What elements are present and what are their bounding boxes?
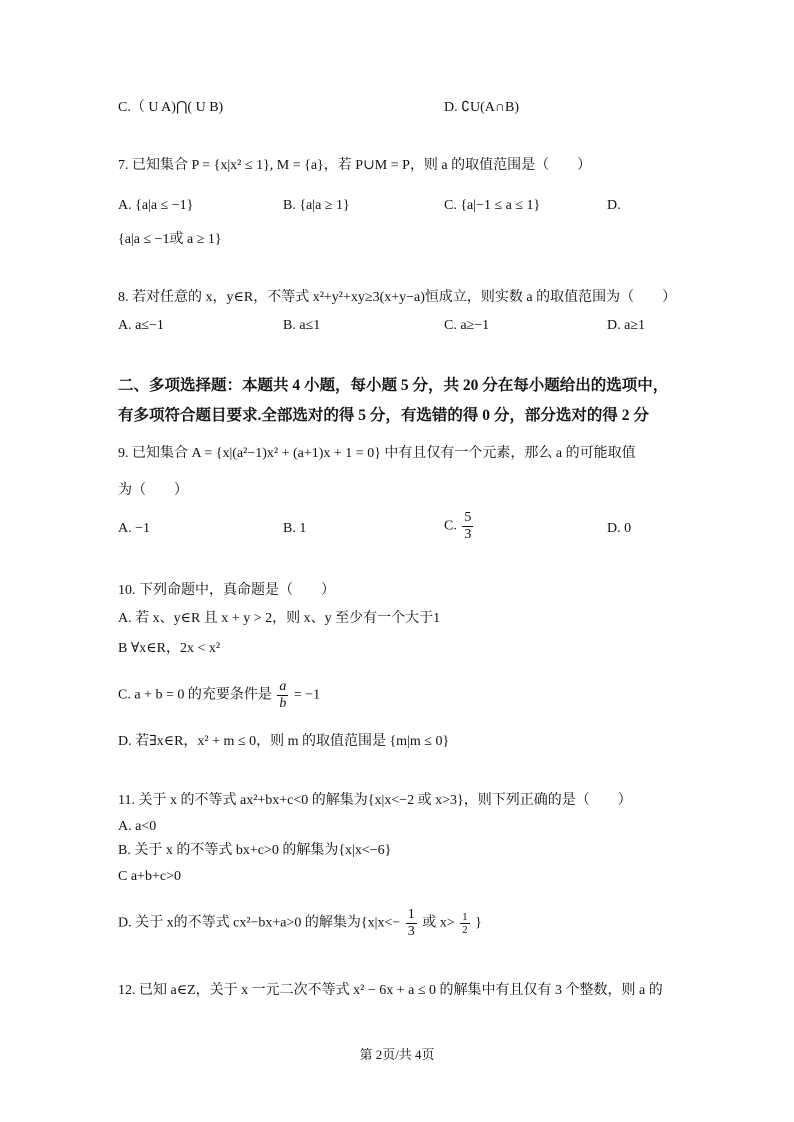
- page-footer: 第 2页/共 4页: [359, 1047, 435, 1062]
- fraction-numerator: 1: [462, 911, 468, 923]
- question-8-stem: 8. 若对任意的 x，y∈R，不等式 x²+y²+xy≥3(x+y−a)恒成立，则实数 a 的取值范围为（ ）: [118, 290, 677, 305]
- q7-option-d-content: {a|a ≤ −1或 a ≥ 1}: [118, 232, 222, 247]
- q10-option-c-tail: = −1: [293, 687, 321, 703]
- q11-option-d-mid: 或 x>: [422, 915, 455, 931]
- q7-option-d: D.: [607, 198, 621, 213]
- q11-option-c: C a+b+c>0: [118, 869, 181, 884]
- section-2-heading-line-1: 二、多项选择题：本题共 4 小题，每小题 5 分，共 20 分在每小题给出的选项中，: [118, 377, 669, 394]
- fraction-numerator: a: [279, 679, 287, 694]
- q11-option-d: [118, 907, 482, 940]
- question-12-stem: 12. 已知 a∈Z，关于 x 一元二次不等式 x² − 6x + a ≤ 0 的解集中有且仅有 3 个整数，则 a 的: [118, 983, 663, 998]
- fraction-denominator: 2: [462, 924, 468, 936]
- q11-option-d-fraction-1: [406, 907, 417, 940]
- q10-option-d: D. 若∃x∈R，x² + m ≤ 0，则 m 的取值范围是 {m|m ≤ 0}: [118, 734, 450, 749]
- q10-option-c-text: C. a + b = 0 的充要条件是: [118, 687, 272, 703]
- q7-option-b: B. {a|a ≥ 1}: [283, 198, 350, 213]
- q8-option-c: C. a≥−1: [444, 318, 490, 333]
- question-10-stem: 10. 下列命题中，真命题是（ ）: [118, 583, 335, 598]
- q9-option-c-label: C.: [444, 518, 457, 534]
- q10-option-c: [118, 679, 320, 712]
- q9-option-c: [444, 510, 475, 543]
- q11-option-d-tail: }: [475, 915, 482, 931]
- fraction-denominator: 3: [464, 527, 472, 542]
- top-option-d: D. ∁U(A∩B): [444, 100, 520, 115]
- q8-option-a: A. a≤−1: [118, 318, 164, 333]
- fraction-numerator: 1: [407, 907, 415, 922]
- q11-option-d-fraction-2: [460, 911, 470, 936]
- question-7-stem: 7. 已知集合 P = {x|x² ≤ 1}, M = {a}，若 P∪M = P，则 a 的取值范围是（ ）: [118, 158, 592, 173]
- q8-option-d: D. a≥1: [607, 318, 646, 333]
- fraction-denominator: 3: [407, 924, 415, 939]
- q8-option-b: B. a≤1: [283, 318, 321, 333]
- q10-option-b: B ∀x∈R，2x < x²: [118, 641, 221, 656]
- q9-option-b: B. 1: [283, 521, 307, 536]
- section-2-heading-line-2: 有多项符合题目要求.全部选对的得 5 分，有选错的得 0 分，部分选对的得 2 分: [118, 407, 649, 424]
- fraction-numerator: 5: [464, 510, 472, 525]
- q11-option-a: A. a<0: [118, 819, 157, 834]
- fraction-denominator: b: [279, 696, 287, 711]
- q11-option-b: B. 关于 x 的不等式 bx+c>0 的解集为{x|x<−6}: [118, 843, 392, 858]
- question-11-stem: 11. 关于 x 的不等式 ax²+bx+c<0 的解集为{x|x<−2 或 x>3}，则下列正确的是（ ）: [118, 793, 632, 808]
- q7-option-a: A. {a|a ≤ −1}: [118, 198, 194, 213]
- question-9-stem: 9. 已知集合 A = {x|(a²−1)x² + (a+1)x + 1 = 0} 中有且仅有一个元素，那么 a 的可能取值: [118, 446, 636, 461]
- question-9-stem-cont: 为（ ）: [118, 483, 188, 498]
- q11-option-d-text: D. 关于 x的不等式 cx²−bx+a>0 的解集为{x|x<−: [118, 915, 401, 931]
- q10-option-c-fraction: [277, 679, 288, 712]
- q9-option-d: D. 0: [607, 521, 632, 536]
- q7-option-c: C. {a|−1 ≤ a ≤ 1}: [444, 198, 541, 213]
- q10-option-a: A. 若 x、y∈R 且 x + y > 2，则 x、y 至少有一个大于1: [118, 611, 441, 626]
- top-option-c: C.（ U A)⋂( U B): [118, 100, 224, 115]
- q9-option-a: A. −1: [118, 521, 151, 536]
- q9-option-c-fraction: [462, 510, 473, 543]
